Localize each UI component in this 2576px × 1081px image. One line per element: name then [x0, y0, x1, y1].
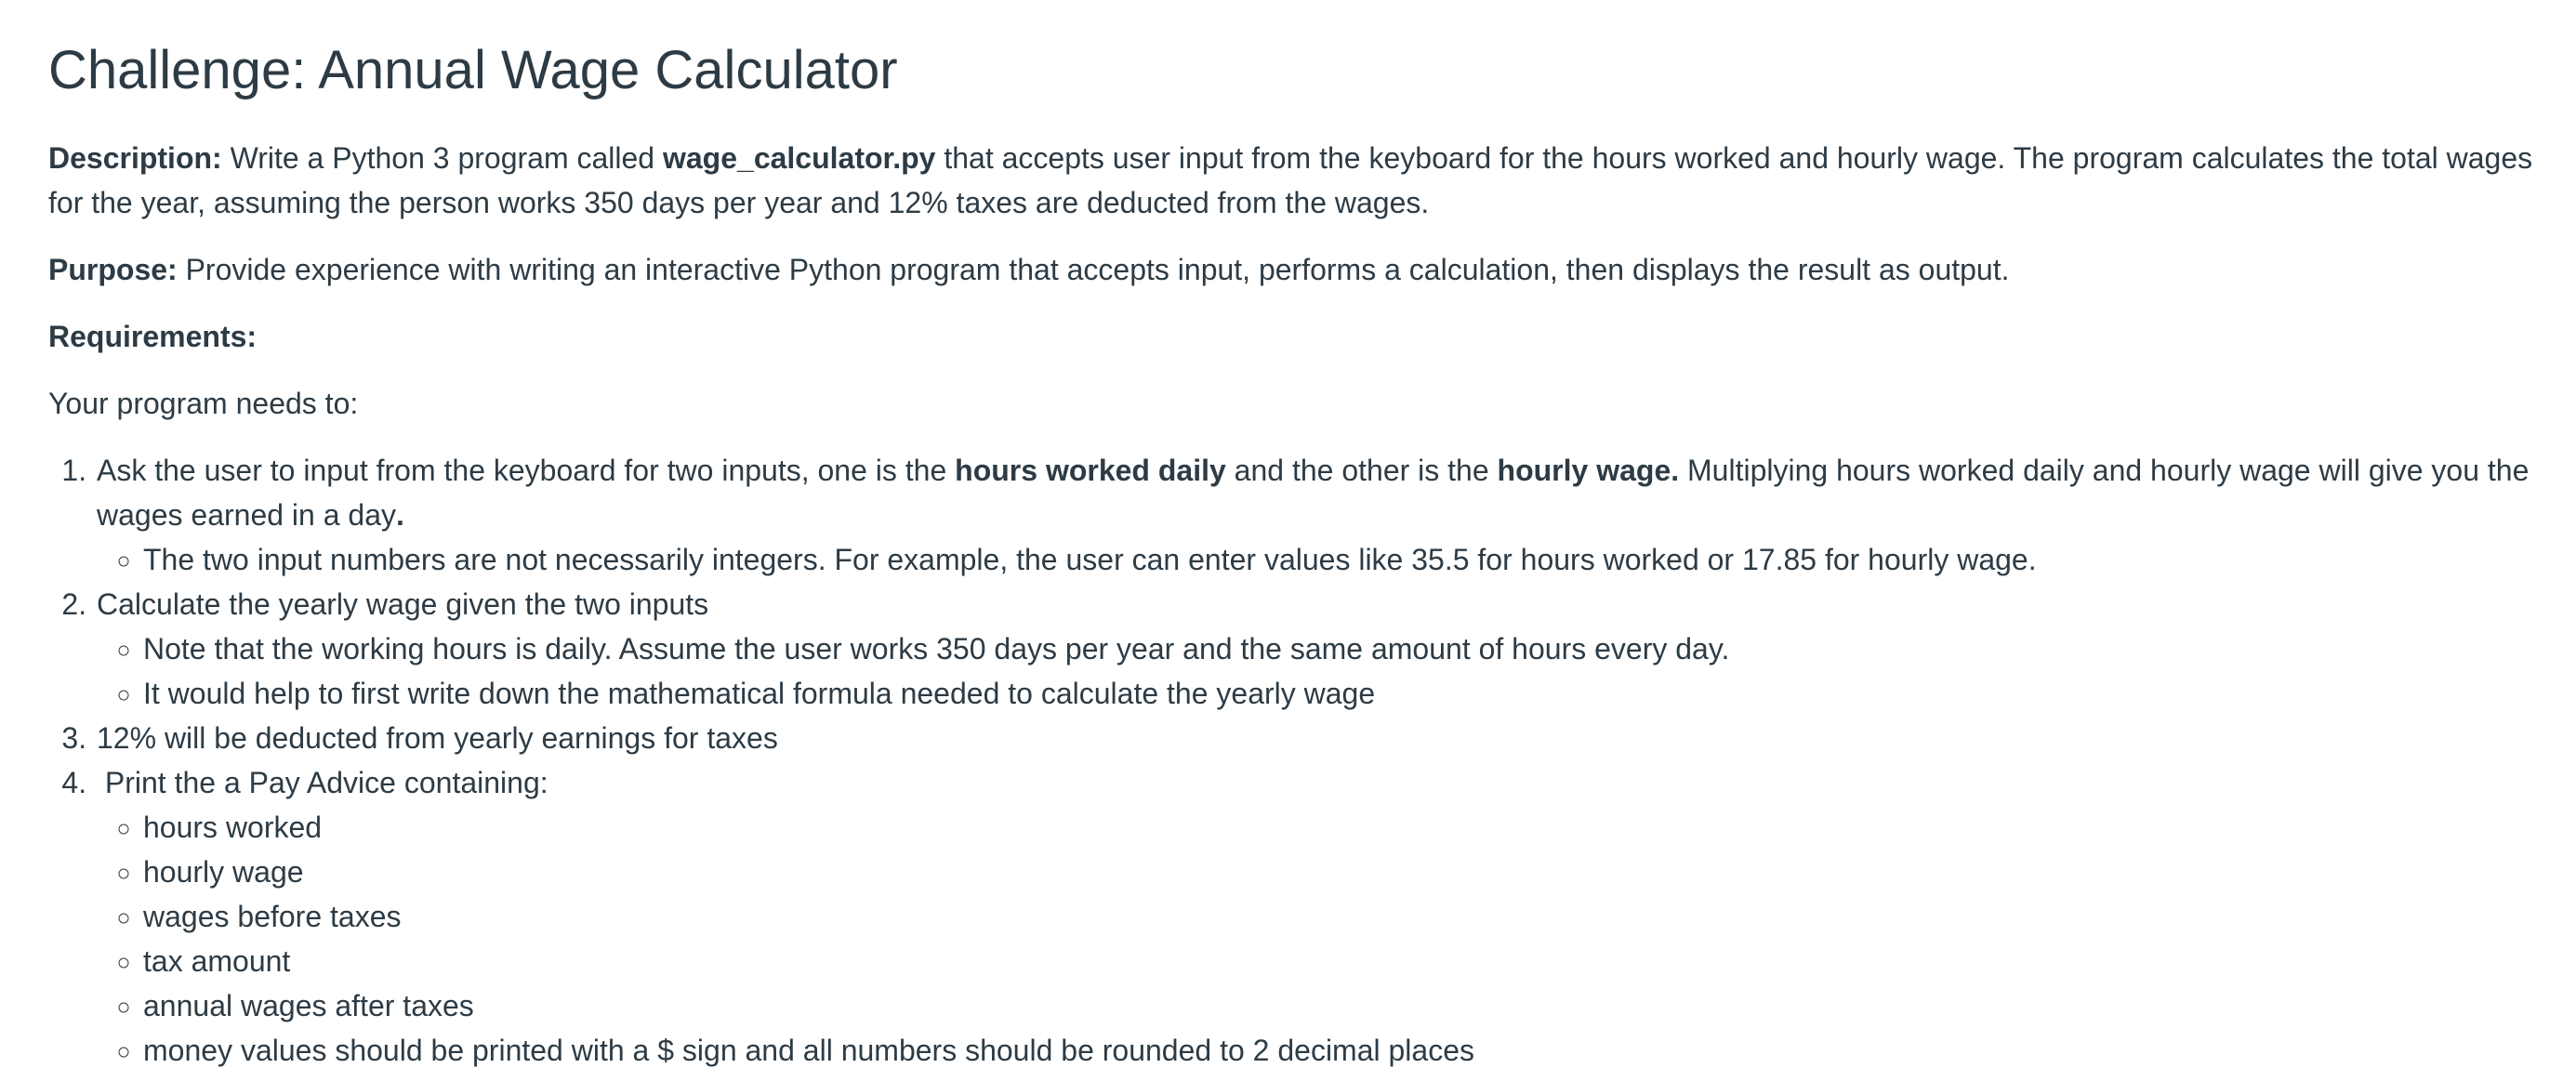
requirement-2-sublist: [97, 626, 2540, 716]
assignment-page: [48, 0, 2540, 1073]
purpose-label: Purpose:: [48, 253, 178, 286]
sub-item: ◦ money values should be printed with a $ sign and all numbers should be rounded to 2 decimal places: [143, 1028, 2540, 1073]
description-paragraph: [48, 136, 2540, 225]
purpose-paragraph: [48, 247, 2540, 292]
requirements-heading: Requirements:: [48, 320, 258, 353]
page-title: Challenge: Annual Wage Calculator: [48, 40, 898, 100]
description-text-before: Write a Python 3 program called: [221, 141, 663, 175]
requirement-4-sublist: [97, 805, 2540, 1073]
sub-item: ◦ wages before taxes: [143, 894, 2540, 939]
sub-item: ◦ annual wages after taxes: [143, 983, 2540, 1028]
description-label: Description:: [48, 141, 222, 175]
purpose-text: Provide experience with writing an interactive Python program that accepts input, performs a calculation, then displays the result as output.: [177, 253, 2010, 286]
requirement-item-3: 3. 12% will be deducted from yearly earnings for taxes: [95, 716, 2540, 760]
requirement-1-sublist: [97, 537, 2540, 582]
requirements-list: [48, 448, 2540, 1073]
description-filename: wage_calculator.py: [662, 141, 936, 175]
requirement-item-2: 2. Calculate the yearly wage given the two inputs ◦ Note that the working hours is daily. Assume the user works 350 days per year and the same amount of hours every day. ◦ It would help to first write down the mathematical formula needed to calculate the yearly wage: [95, 582, 2540, 716]
sub-item: ◦ hours worked: [143, 805, 2540, 850]
requirement-item-1: 1. Ask the user to input from the keyboard for two inputs, one is the hours worked daily and the other is the hourly wage. Multiplying hours worked daily and hourly wage will give you the wages earned in a day. ◦ The two input numbers are not necessarily integers. For example, the user can enter values like 35.5 for hours worked or 17.85 for hourly wage.: [95, 448, 2540, 582]
description-text-after: that accepts user input from the keyboard for the hours worked and hourly wage. The program calculates the total wages for the year, assuming the person works 350 days per year and 12% taxes are deducted from the wages.: [48, 141, 2533, 219]
requirement-item-4: 4. Print the a Pay Advice containing: ◦ hours worked ◦ hourly wage ◦ wages before taxes ◦ tax amount ◦ annual wages after taxes ◦ money values should be printed with a $ sign and all numbers should be rounded to 2 decimal places: [95, 760, 2540, 1073]
requirements-intro: Your program needs to:: [48, 387, 359, 420]
sub-item: ◦ The two input numbers are not necessarily integers. For example, the user can enter values like 35.5 for hours worked or 17.85 for hourly wage.: [143, 537, 2540, 582]
sub-item: ◦ It would help to first write down the mathematical formula needed to calculate the yearly wage: [143, 671, 2540, 716]
sub-item: ◦ Note that the working hours is daily. Assume the user works 350 days per year and the same amount of hours every day.: [143, 626, 2540, 671]
sub-item: ◦ tax amount: [143, 939, 2540, 983]
sub-item: ◦ hourly wage: [143, 850, 2540, 894]
